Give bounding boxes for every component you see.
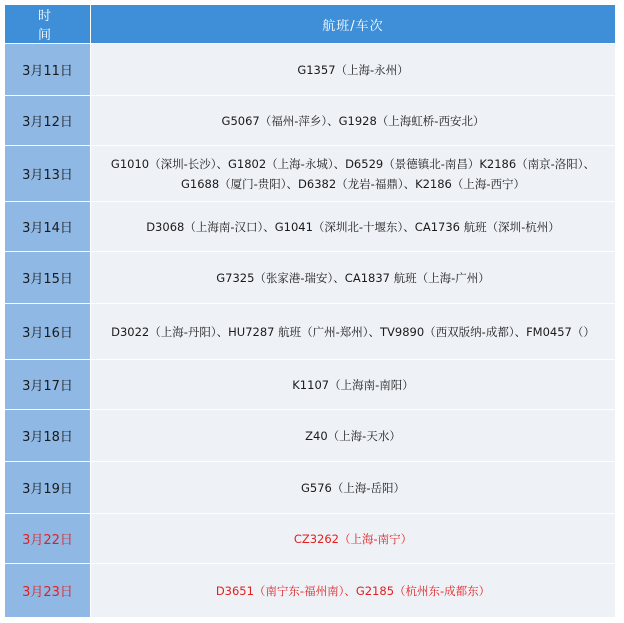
- flight-schedule-table: [5, 5, 616, 618]
- table-row: [5, 146, 616, 202]
- date-cell: 3月19日: [5, 462, 91, 514]
- table-row: [5, 462, 616, 514]
- flights-cell: D3022（上海-丹阳）、HU7287 航班（广州-郑州）、TV9890（西双版纳-成都）、FM0457（）: [91, 304, 616, 360]
- flights-cell: D3068（上海南-汉口）、G1041（深圳北-十堰东）、CA1736 航班（深圳-杭州）: [91, 202, 616, 252]
- table-row: [5, 410, 616, 462]
- table-row: [5, 360, 616, 410]
- table-row: [5, 252, 616, 304]
- date-cell: 3月14日: [5, 202, 91, 252]
- flights-cell: G576（上海-岳阳）: [91, 462, 616, 514]
- flights-cell: K1107（上海南-南阳）: [91, 360, 616, 410]
- date-cell: 3月15日: [5, 252, 91, 304]
- flights-cell: D3651（南宁东-福州南）、G2185（杭州东-成都东）: [91, 564, 616, 618]
- table-row: [5, 202, 616, 252]
- date-cell: 3月18日: [5, 410, 91, 462]
- flights-cell: G1357（上海-永州）: [91, 44, 616, 96]
- date-cell: 3月12日: [5, 96, 91, 146]
- flights-cell: G1010（深圳-长沙）、G1802（上海-永城）、D6529（景德镇北-南昌）K2186（南京-洛阳）、G1688（厦门-贵阳）、D6382（龙岩-福鼎）、K2186（上海-西宁）: [91, 146, 616, 202]
- date-cell: 3月17日: [5, 360, 91, 410]
- date-cell: 3月13日: [5, 146, 91, 202]
- flights-cell: Z40（上海-天水）: [91, 410, 616, 462]
- flights-cell: G5067（福州-萍乡）、G1928（上海虹桥-西安北）: [91, 96, 616, 146]
- date-cell: 3月16日: [5, 304, 91, 360]
- table-row-highlighted: [5, 564, 616, 618]
- table-header-row: [5, 5, 616, 44]
- flights-cell: G7325（张家港-瑞安）、CA1837 航班（上海-广州）: [91, 252, 616, 304]
- date-cell: 3月11日: [5, 44, 91, 96]
- table-row: [5, 96, 616, 146]
- table-row: [5, 44, 616, 96]
- date-cell: 3月22日: [5, 514, 91, 564]
- date-cell: 3月23日: [5, 564, 91, 618]
- flight-column-header: 航班/车次: [91, 5, 616, 44]
- flights-cell: CZ3262（上海-南宁）: [91, 514, 616, 564]
- time-column-header: 时 间: [5, 5, 91, 44]
- table-row: [5, 304, 616, 360]
- table-row-highlighted: [5, 514, 616, 564]
